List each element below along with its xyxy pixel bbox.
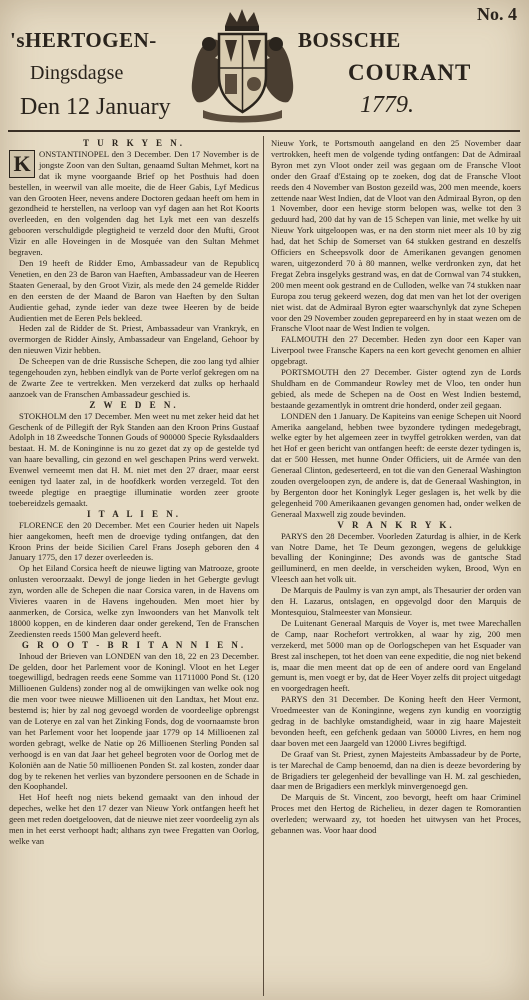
section-heading-italien: I T A L I E N. [87, 508, 181, 519]
masthead-year: 1779. [360, 92, 414, 118]
article-paragraph: Op het Eiland Corsica heeft de nieuwe ligting van Matrooze, groote onlusten veroorzaakt. Dewyl de jonge lieden in het Gebergte gevlugt zyn, worden alle de Schepen die naar Corsica varen, in de Havens om Vivieres vaaren in de Havens ingehouden. Men moet hier by aanmerken, de Corsica, welke zyn Inwoonders van het Manvolk telt 18000 koppen, en de kinderen daar onder gerekend, Ten de Franschen Zeediensten reeds 1500 Man geleverd heeft. [9, 563, 259, 639]
article-paragraph: LONDEN den 1 January. De Kapiteins van eenige Schepen uit Noord Amerika aangeland, hebben twee byzondere tydingen medegebragt, welke egter by het algemeen zeer in twyffel getrokken werden, van dat het Hof er geen bericht van ontfangen heeft: de eerste dezer tydingen is, dat er 500 Hessen, met hunne Onder Officiers, uit de Armée van den Generaal Clinton, gedeserteerd, en tot die van den Generaal Washington zouden overgeloopen zyn, de andere is, dat de Generaal Washington, in by Bergenton door het Koninglyk Leger geslagen is, het welk by die gelegenheid 700 Amerikaanen gevangen genomen had, onder welken de Generaal Maxwell zig zoude bevinden. [271, 410, 521, 519]
issue-number: No. 4 [477, 4, 517, 24]
article-paragraph: FLORENCE den 20 December. Met een Courier heden uit Napels hier aangekomen, heeft men de droevige tyding ontfangen, dat den Kroon Prins der beide Sicilien Carel Frans Joseph geboren den 4 January 1775, den 17 dezer overleeden is. [9, 519, 259, 563]
article-paragraph: FALMOUTH den 27 December. Heden zyn door een Kaper van Liverpool twee Fransche Kapers na een kort gevecht genomen en alhier opgebragt. [271, 334, 521, 367]
masthead-day: Dingsdagse [30, 62, 124, 84]
section-heading-groot-brittannien: G R O O T - B R I T A N N I E N. [21, 639, 247, 650]
masthead-title-left: 'sHERTOGEN- [10, 28, 157, 52]
right-column [271, 138, 521, 836]
article-paragraph: De Marquis de St. Vincent, zoo bevorgt, heeft om haar Criminel Proces met den Hertog de Richelieu, in dezer dagen te Romorantien overleden; werwaard zy, tot hoeden het uitwysen van het Proces, gebannen was. Voor haar dood [271, 792, 521, 836]
article-paragraph: De Luitenant Generaal Marquis de Voyer is, met twee Marechallen de Camp, naar Rochefort vertrokken, al waar hy zig, 200 men verzekerd, met 5000 man op de Oorlogschepen van het Esquader van Brest zal inschepen, tot het doen van eene expeditie, die nog niet bekend is, maar die men meent dat op de een of andere oord van Engeland gemunt is, men voegt er by, dat de Heer Voyer zelfs dit project uitgedagt en voorgedragen heeft. [271, 617, 521, 694]
article-paragraph: Inhoud der Brieven van LONDEN van den 18, 22 en 23 December. De gelden, door het Parlement voor de Koningl. Vloot en het Leger toegewilligd, bedragen reeds eene Somme van 11711000 Pond St. (120 Millioenen Guldens) zonder nog al de omwijkingen van welke ook nog die men voor twee nieuwe Millioenen uit den Landtax, het Mout enz. bestemd is; hier by zal nog gevoegd worden de voordeelige opbrengst van de Loterye en zal van het Zinking Fonds, dog de voornaamste bron van het Parlement voor het loopende jaar 1779 op 14 Millioenen zal worden gebragt, welke de Natie op 26 Millioenen Sterling Ponden sal verhoogd is en van dat Jaar het geheel begroten voor de Oorlog met de Koloniën aan de Natie 50 millioenen Ponden St. zal kosten, zonder daar dog by te rekenen het verlies van byzondere persoonen en de Schade in den Koophandel. [9, 650, 259, 792]
article-paragraph: PARYS den 31 December. De Koning heeft den Heer Vermont, Vroedmeester van de Koninginne, wegens zyn kundig en voorzigtig gedrag in de bachlyke omstandigheid, waar in zig haare Majesteit bevonden heeft, een gefchenk gedaan van 50000 Livres, en hem nog daar boven met een Jaargeld van 12000 Livres begiftigd. [271, 694, 521, 748]
left-column [9, 138, 259, 847]
section-heading-zweden: Z W E D E N. [89, 399, 179, 410]
drop-cap: K [9, 150, 35, 178]
article-paragraph: PORTSMOUTH den 27 December. Gister ogtend zyn de Lords Shuldham en de Commandeur Rowley met de Vloo, ten onder hun gebied, als mede de Schepen na de Oost en West Indien bestemd, bestaande gezamentlyk in omtrent drie honderd, onder zeil gegaan. [271, 367, 521, 410]
article-paragraph: Heden zal de Ridder de St. Priest, Ambassadeur van Vrankryk, en overmorgen de Ridder Ainsly, Ambassadeur van Engeland, Gehoor by den nieuwen Vizir hebben. [9, 323, 259, 356]
article-paragraph: De Graaf van St. Priest, zynen Majesteits Ambassadeur by de Porte, is ter Marechal de Camp benoemd, dan na dien is deeze bevordering by de Brigadiers ter gelegenheid der bevallinge van H. M. zal geschieden, daar men de Brigadiers een merklyk minvergenoegd gen. [271, 748, 521, 792]
article-paragraph: ONSTANTINOPEL den 3 December. Den 17 November is de jongste Zoon van den Sultan, genaamd Sultan Mehmet, kort na dat ik myne voorgaande Brief op het Posthuis had doen bestellen, in weerwil van alle moeite, die de Heer Gabis, Lyf Medicus van den Grooten Heer, nevens andere Doctoren gedaan heeft om hem in gezondheid te herstellen, na verloop van vyf dagen aan het Rot Koorts overleeden, en den volgenden dag het Lyk met een van deszelfs gebooren verschuldigde plegtigheid te verzeld door den Mufti, Groot Vizir en alle Hoveingen in de Mosquée van den Sultan Mehmet begraven. [9, 148, 259, 258]
section-heading-turkyen: T U R K Y E N. [83, 138, 185, 148]
article-paragraph: De Scheepen van de drie Russische Schepen, die zoo lang tyd alhier tegengehouden zyn, hebben eindlyk van de Porte verlof gekregen om na de Zwarte Zee te vertrekken. Men verzekerd dat zulks op herhaald aanzoek van de Franschen Ambassadeur geschied is. [9, 356, 259, 399]
coat-of-arms-crest-icon [185, 6, 300, 124]
masthead-date: Den 12 January [20, 94, 171, 120]
article-paragraph: Den 19 heeft de Ridder Emo, Ambassadeur van de Republicq Venetien, en den 23 de Baron van Haeften, Ambassadeur van de Heeren Staaten Generaal, by den Groot Vizir, als mede den 24 gemelde Ridder en den eersten de der Maand de Baron van Haeften by den Sultan Audientie gehad, zynde ieder van deze twee Heeren by de beide Audientien met de Eeren Pels bekleed. [9, 257, 259, 323]
masthead-rule [8, 130, 520, 132]
article-paragraph: Het Hof heeft nog niets bekend gemaakt van den inhoud der depeches, welke het den 17 dezer van Nieuw York ontfangen heeft het geen met reden doetgelooven, dat de nieuwe niet zeer voordeelig zyn als men in het eerst verhoopt hadt; althans zyn twee Fregatten van Oorlog, welke van [9, 792, 259, 846]
column-divider [263, 136, 264, 996]
masthead-courant: COURANT [348, 60, 472, 85]
article-paragraph: De Marquis de Paulmy is van zyn ampt, als Thesaurier der orden van den H. Lazarus, ontslagen, en opgevolgd door den Marquis de Montesquiou, Stalmeester van Monsieur. [271, 585, 521, 617]
article-paragraph: PARYS den 28 December. Voorleden Zaturdag is alhier, in de Kerk van Notre Dame, het Te Deum gezongen, wegens de gelukkige bevalling der Koninginne; Des avonds was de gantsche Stad geilluminerd, en men deelde, in verscheiden wyken, Brood, Wyn en Vleesch aan het volk uit. [271, 530, 521, 585]
article-paragraph: Nieuw York, te Portsmouth aangeland en den 25 November daar vertrokken, heeft men de volgende tyding ontfangen: Dat de Admiraal Byron met zyn Vloot onder zeil was gegaan om de Fransche Vloot onder den Graaf d'Estaing op te zoeken, dog dat de Fransche Vloot reeds den 4 November van Boston gezeild was, 200 men meende, koers zettende naar West Indien, dat de Vloot van den Admiraal Byron, op den 1 November, door een hevige storm belopen was, welke tot den 3 geduurd had, 200 dat hy van de 15 Schepen van linie, met welke hy uit Nieuw York uitgeloopen was, er na den storm niet meer als 10 by zig had, dat het Schip de Somerset van 64 stukken gestrand en deszelfs Officiers en Scheepsvolk door de Amerikanen gevangen genomen waren, uitgezonderd 70 à 80 mannen, welke verdronken zyn, dat het Fregat Zebra insgelyks gestrand was, en dat de Cornwal van 74 stukken, 200 men meent ook gestrand en de Culloden, welke van 74 stukken naar Europa zou terug gekeerd wezen, dog dat men van het lot der overigen niet wist. dat de Admiraal Byron egter waarschynlyk dat zyne Schepen voor den 29 November zouden geprepareerd en hy in staat wezen om de Fransche Vloot naar de West Indien te volgen. [271, 138, 521, 334]
article-paragraph: STOKHOLM den 17 December. Men weet nu met zeker heid dat het Geschenk of de Pillegift der Ryk Standen aan den Kroon Prins Gustaaf Adolph in 18 Zweedsche Tonnen Gouds of 900000 Specie Ryksdaalders bestaat. H. M. de Koninginne is nu zo gezet dat zy op de gestelde tyd van haare bevalling, cin gezond en wel geschapen Prins werd verwekt. Evenwel verneemt men dat H. M. niet met den 27 draer, maar eerst eenigen tyd laater zal, in de hoofdkerk worden verzegeld. Tot den tweede plegtige en praegtige illuminatie worden zeer groote toebereidzels gemaakt. [9, 410, 259, 508]
masthead-title-right: BOSSCHE [298, 28, 401, 52]
section-heading-vrankryk: V R A N K R Y K. [337, 519, 455, 530]
